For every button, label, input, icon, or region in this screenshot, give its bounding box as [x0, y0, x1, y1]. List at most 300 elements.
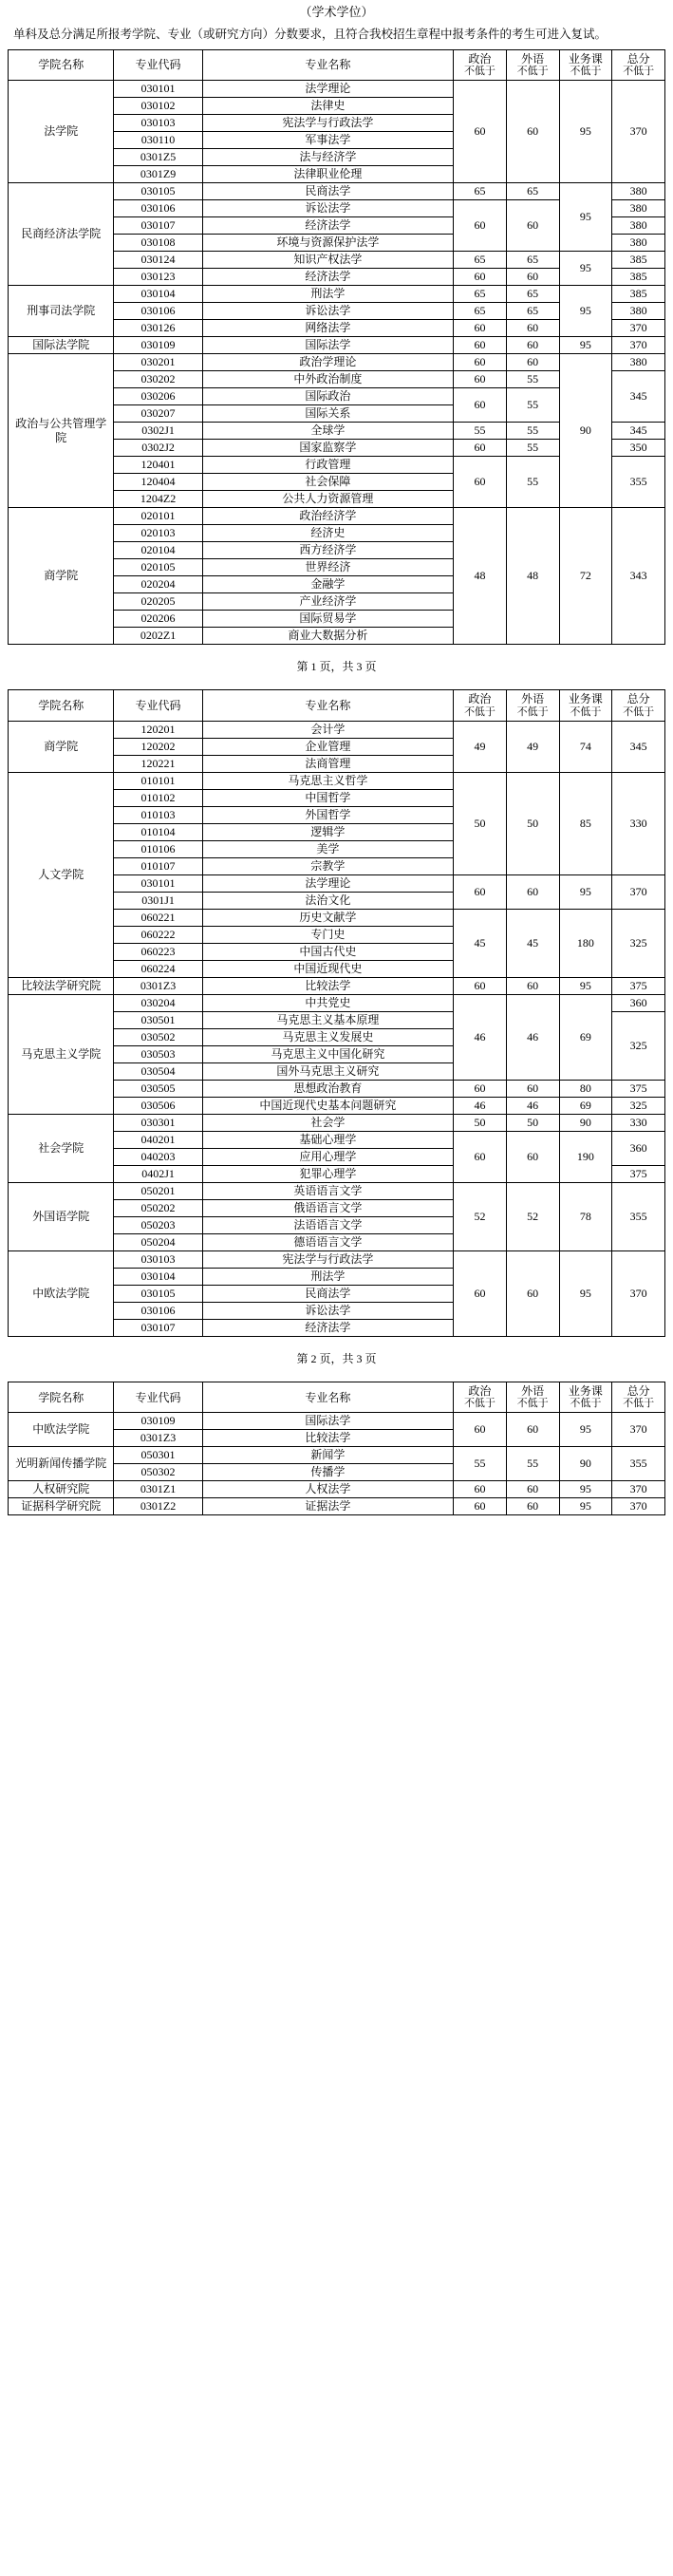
- politics-cell: 60: [454, 200, 507, 252]
- header-business-line2: 不低于: [570, 705, 602, 718]
- business-cell: 95: [559, 183, 612, 252]
- code-cell: 030101: [114, 81, 202, 98]
- business-cell: 95: [559, 1498, 612, 1515]
- total-cell: 330: [612, 772, 665, 874]
- total-cell: 325: [612, 1011, 665, 1080]
- business-cell: 95: [559, 1250, 612, 1336]
- major-cell: 经济法学: [202, 269, 453, 286]
- header-politics: [454, 1382, 507, 1413]
- header-major: 专业名称: [202, 690, 453, 722]
- code-cell: 030102: [114, 98, 202, 115]
- code-cell: 0302J2: [114, 440, 202, 457]
- code-cell: 030123: [114, 269, 202, 286]
- page-3: [0, 1382, 673, 1516]
- table-row: [9, 1250, 665, 1268]
- foreign-cell: 55: [506, 423, 559, 440]
- code-cell: 060221: [114, 909, 202, 926]
- code-cell: 030103: [114, 1250, 202, 1268]
- table-row: [9, 1498, 665, 1515]
- code-cell: 010106: [114, 840, 202, 857]
- code-cell: 030301: [114, 1114, 202, 1131]
- foreign-cell: 60: [506, 200, 559, 252]
- score-table-page-2: [8, 689, 665, 1337]
- major-cell: 中国近现代史: [202, 960, 453, 977]
- table-row: [9, 1114, 665, 1131]
- total-cell: 370: [612, 874, 665, 909]
- header-total: [612, 1382, 665, 1413]
- code-cell: 0302J1: [114, 423, 202, 440]
- politics-cell: 60: [454, 1080, 507, 1097]
- major-cell: 中共党史: [202, 994, 453, 1011]
- code-cell: 030202: [114, 371, 202, 388]
- politics-cell: 50: [454, 772, 507, 874]
- major-cell: 国家监察学: [202, 440, 453, 457]
- code-cell: 050302: [114, 1464, 202, 1481]
- business-cell: 78: [559, 1182, 612, 1250]
- code-cell: 0301J1: [114, 892, 202, 909]
- major-cell: 专门史: [202, 926, 453, 943]
- score-table-page-3: [8, 1382, 665, 1516]
- major-cell: 法律职业伦理: [202, 166, 453, 183]
- business-cell: 95: [559, 1481, 612, 1498]
- foreign-cell: 48: [506, 508, 559, 645]
- politics-cell: 65: [454, 303, 507, 320]
- header-total: [612, 49, 665, 81]
- header-code: 专业代码: [114, 1382, 202, 1413]
- total-cell: 370: [612, 1250, 665, 1336]
- major-cell: 思想政治教育: [202, 1080, 453, 1097]
- table-header-row: [9, 1382, 665, 1413]
- politics-cell: 49: [454, 721, 507, 772]
- foreign-cell: 60: [506, 1080, 559, 1097]
- business-cell: 190: [559, 1131, 612, 1182]
- foreign-cell: 60: [506, 1413, 559, 1447]
- code-cell: 0402J1: [114, 1165, 202, 1182]
- page-1-footer: 第 1 页，共 3 页: [296, 660, 377, 674]
- code-cell: 030124: [114, 252, 202, 269]
- code-cell: 030506: [114, 1097, 202, 1114]
- foreign-cell: 60: [506, 1131, 559, 1182]
- table-row: [9, 977, 665, 994]
- code-cell: 030207: [114, 405, 202, 423]
- code-cell: 050204: [114, 1233, 202, 1250]
- foreign-cell: 60: [506, 977, 559, 994]
- code-cell: 030107: [114, 1319, 202, 1336]
- politics-cell: 60: [454, 354, 507, 371]
- code-cell: 030503: [114, 1045, 202, 1062]
- code-cell: 030109: [114, 1413, 202, 1430]
- foreign-cell: 55: [506, 457, 559, 508]
- code-cell: 120404: [114, 474, 202, 491]
- major-cell: 诉讼法学: [202, 1302, 453, 1319]
- header-business: [559, 49, 612, 81]
- major-cell: 诉讼法学: [202, 200, 453, 217]
- header-foreign-line1: 外语: [521, 1383, 545, 1398]
- business-cell: 90: [559, 1447, 612, 1481]
- foreign-cell: 50: [506, 772, 559, 874]
- politics-cell: 60: [454, 81, 507, 183]
- major-cell: 国际政治: [202, 388, 453, 405]
- major-cell: 行政管理: [202, 457, 453, 474]
- major-cell: 宪法学与行政法学: [202, 115, 453, 132]
- business-cell: 85: [559, 772, 612, 874]
- header-business: [559, 1382, 612, 1413]
- foreign-cell: 65: [506, 252, 559, 269]
- politics-cell: 60: [454, 371, 507, 388]
- code-cell: 030108: [114, 235, 202, 252]
- total-cell: 350: [612, 440, 665, 457]
- major-cell: 民商法学: [202, 1285, 453, 1302]
- major-cell: 法律史: [202, 98, 453, 115]
- major-cell: 经济史: [202, 525, 453, 542]
- business-cell: 72: [559, 508, 612, 645]
- foreign-cell: 65: [506, 303, 559, 320]
- total-cell: 343: [612, 508, 665, 645]
- foreign-cell: 60: [506, 81, 559, 183]
- major-cell: 刑法学: [202, 1268, 453, 1285]
- major-cell: 会计学: [202, 721, 453, 738]
- header-foreign-line2: 不低于: [516, 66, 549, 78]
- politics-cell: 60: [454, 977, 507, 994]
- politics-cell: 46: [454, 1097, 507, 1114]
- total-cell: 380: [612, 183, 665, 200]
- major-cell: 产业经济学: [202, 593, 453, 611]
- code-cell: 030501: [114, 1011, 202, 1028]
- major-cell: 公共人力资源管理: [202, 491, 453, 508]
- major-cell: 德语语言文学: [202, 1233, 453, 1250]
- code-cell: 010102: [114, 789, 202, 806]
- major-cell: 比较法学: [202, 1430, 453, 1447]
- business-cell: 180: [559, 909, 612, 977]
- page-2-footer: 第 2 页，共 3 页: [296, 1351, 377, 1365]
- foreign-cell: 65: [506, 183, 559, 200]
- major-cell: 国外马克思主义研究: [202, 1062, 453, 1080]
- business-cell: 95: [559, 977, 612, 994]
- total-cell: 370: [612, 1413, 665, 1447]
- code-cell: 030110: [114, 132, 202, 149]
- total-cell: 375: [612, 1080, 665, 1097]
- code-cell: 1204Z2: [114, 491, 202, 508]
- major-cell: 犯罪心理学: [202, 1165, 453, 1182]
- business-cell: 69: [559, 1097, 612, 1114]
- college-cell: 法学院: [9, 81, 114, 183]
- major-cell: 法学理论: [202, 81, 453, 98]
- foreign-cell: 60: [506, 269, 559, 286]
- college-cell: 证据科学研究院: [9, 1498, 114, 1515]
- politics-cell: 65: [454, 286, 507, 303]
- foreign-cell: 46: [506, 1097, 559, 1114]
- politics-cell: 46: [454, 994, 507, 1080]
- business-cell: 74: [559, 721, 612, 772]
- college-cell: 马克思主义学院: [9, 994, 114, 1114]
- major-cell: 全球学: [202, 423, 453, 440]
- total-cell: 370: [612, 81, 665, 183]
- code-cell: 010107: [114, 857, 202, 874]
- total-cell: 345: [612, 721, 665, 772]
- foreign-cell: 65: [506, 286, 559, 303]
- header-total-line1: 总分: [626, 51, 650, 66]
- code-cell: 010101: [114, 772, 202, 789]
- college-cell: 中欧法学院: [9, 1250, 114, 1336]
- foreign-cell: 60: [506, 320, 559, 337]
- foreign-cell: 60: [506, 337, 559, 354]
- major-cell: 国际法学: [202, 337, 453, 354]
- college-cell: 光明新闻传播学院: [9, 1447, 114, 1481]
- code-cell: 020206: [114, 611, 202, 628]
- total-cell: 370: [612, 1498, 665, 1515]
- header-politics-line1: 政治: [468, 51, 492, 66]
- major-cell: 国际法学: [202, 1413, 453, 1430]
- code-cell: 030204: [114, 994, 202, 1011]
- college-cell: 国际法学院: [9, 337, 114, 354]
- code-cell: 030101: [114, 874, 202, 892]
- table-row: [9, 1413, 665, 1430]
- table-row: [9, 721, 665, 738]
- code-cell: 120221: [114, 755, 202, 772]
- header-code: 专业代码: [114, 690, 202, 722]
- header-business-line1: 业务课: [568, 692, 603, 706]
- major-cell: 法治文化: [202, 892, 453, 909]
- code-cell: 120401: [114, 457, 202, 474]
- total-cell: 355: [612, 1447, 665, 1481]
- header-foreign: [506, 690, 559, 722]
- politics-cell: 55: [454, 423, 507, 440]
- header-business-line1: 业务课: [568, 1383, 603, 1398]
- header-politics: [454, 49, 507, 81]
- header-total-line2: 不低于: [623, 66, 655, 78]
- politics-cell: 52: [454, 1182, 507, 1250]
- header-major: 专业名称: [202, 49, 453, 81]
- college-cell: 政治与公共管理学院: [9, 354, 114, 508]
- politics-cell: 60: [454, 440, 507, 457]
- table-row: [9, 1481, 665, 1498]
- major-cell: 企业管理: [202, 738, 453, 755]
- college-cell: 人文学院: [9, 772, 114, 977]
- major-cell: 中国古代史: [202, 943, 453, 960]
- business-cell: 95: [559, 286, 612, 337]
- foreign-cell: 46: [506, 994, 559, 1080]
- total-cell: 375: [612, 1165, 665, 1182]
- code-cell: 0301Z1: [114, 1481, 202, 1498]
- major-cell: 英语语言文学: [202, 1182, 453, 1199]
- business-cell: 95: [559, 1413, 612, 1447]
- table-row: [9, 508, 665, 525]
- code-cell: 020205: [114, 593, 202, 611]
- table-row: [9, 183, 665, 200]
- header-politics-line1: 政治: [468, 1383, 492, 1398]
- code-cell: 030103: [114, 115, 202, 132]
- major-cell: 诉讼法学: [202, 303, 453, 320]
- major-cell: 法学理论: [202, 874, 453, 892]
- politics-cell: 60: [454, 1498, 507, 1515]
- table-row: [9, 994, 665, 1011]
- major-cell: 中国哲学: [202, 789, 453, 806]
- code-cell: 0202Z1: [114, 628, 202, 645]
- code-cell: 030104: [114, 286, 202, 303]
- foreign-cell: 60: [506, 354, 559, 371]
- page-2: [0, 689, 673, 1382]
- header-total: [612, 690, 665, 722]
- total-cell: 385: [612, 286, 665, 303]
- total-cell: 380: [612, 200, 665, 217]
- major-cell: 国际关系: [202, 405, 453, 423]
- politics-cell: 60: [454, 1131, 507, 1182]
- politics-cell: 60: [454, 1250, 507, 1336]
- header-total-line2: 不低于: [623, 705, 655, 718]
- foreign-cell: 60: [506, 1250, 559, 1336]
- business-cell: 80: [559, 1080, 612, 1097]
- major-cell: 美学: [202, 840, 453, 857]
- total-cell: 345: [612, 371, 665, 423]
- code-cell: 020204: [114, 576, 202, 593]
- politics-cell: 65: [454, 252, 507, 269]
- major-cell: 法语语言文学: [202, 1216, 453, 1233]
- major-cell: 网络法学: [202, 320, 453, 337]
- total-cell: 370: [612, 320, 665, 337]
- code-cell: 120202: [114, 738, 202, 755]
- college-cell: 刑事司法学院: [9, 286, 114, 337]
- foreign-cell: 45: [506, 909, 559, 977]
- foreign-cell: 55: [506, 440, 559, 457]
- total-cell: 380: [612, 217, 665, 235]
- business-cell: 95: [559, 874, 612, 909]
- major-cell: 传播学: [202, 1464, 453, 1481]
- college-cell: 商学院: [9, 721, 114, 772]
- header-foreign-line1: 外语: [521, 51, 545, 66]
- header-total-line2: 不低于: [623, 1398, 655, 1410]
- foreign-cell: 55: [506, 371, 559, 388]
- major-cell: 俄语语言文学: [202, 1199, 453, 1216]
- code-cell: 020105: [114, 559, 202, 576]
- header-business: [559, 690, 612, 722]
- code-cell: 030104: [114, 1268, 202, 1285]
- code-cell: 050202: [114, 1199, 202, 1216]
- politics-cell: 60: [454, 457, 507, 508]
- code-cell: 010103: [114, 806, 202, 823]
- total-cell: 380: [612, 354, 665, 371]
- college-cell: 中欧法学院: [9, 1413, 114, 1447]
- code-cell: 030106: [114, 200, 202, 217]
- total-cell: 370: [612, 337, 665, 354]
- code-cell: 030107: [114, 217, 202, 235]
- major-cell: 证据法学: [202, 1498, 453, 1515]
- header-major: 专业名称: [202, 1382, 453, 1413]
- header-politics-line2: 不低于: [463, 66, 495, 78]
- politics-cell: 45: [454, 909, 507, 977]
- code-cell: 0301Z9: [114, 166, 202, 183]
- header-politics-line2: 不低于: [463, 705, 495, 718]
- major-cell: 宪法学与行政法学: [202, 1250, 453, 1268]
- major-cell: 环境与资源保护法学: [202, 235, 453, 252]
- total-cell: 360: [612, 994, 665, 1011]
- major-cell: 知识产权法学: [202, 252, 453, 269]
- business-cell: 90: [559, 354, 612, 508]
- major-cell: 比较法学: [202, 977, 453, 994]
- score-table-page-1: [8, 49, 665, 646]
- major-cell: 法与经济学: [202, 149, 453, 166]
- major-cell: 历史文献学: [202, 909, 453, 926]
- header-college: 学院名称: [9, 1382, 114, 1413]
- code-cell: 060224: [114, 960, 202, 977]
- major-cell: 中外政治制度: [202, 371, 453, 388]
- major-cell: 西方经济学: [202, 542, 453, 559]
- table-row: [9, 1182, 665, 1199]
- total-cell: 360: [612, 1131, 665, 1165]
- foreign-cell: 55: [506, 388, 559, 423]
- header-code: 专业代码: [114, 49, 202, 81]
- major-cell: 逻辑学: [202, 823, 453, 840]
- total-cell: 355: [612, 1182, 665, 1250]
- total-cell: 325: [612, 1097, 665, 1114]
- major-cell: 政治经济学: [202, 508, 453, 525]
- major-cell: 人权法学: [202, 1481, 453, 1498]
- table-row: [9, 286, 665, 303]
- code-cell: 0301Z3: [114, 1430, 202, 1447]
- business-cell: 95: [559, 81, 612, 183]
- table-header-row: [9, 49, 665, 81]
- code-cell: 0301Z5: [114, 149, 202, 166]
- business-cell: 95: [559, 252, 612, 286]
- politics-cell: 48: [454, 508, 507, 645]
- header-college: 学院名称: [9, 690, 114, 722]
- major-cell: 马克思主义哲学: [202, 772, 453, 789]
- politics-cell: 60: [454, 337, 507, 354]
- politics-cell: 60: [454, 874, 507, 909]
- code-cell: 010104: [114, 823, 202, 840]
- major-cell: 社会学: [202, 1114, 453, 1131]
- code-cell: 030504: [114, 1062, 202, 1080]
- code-cell: 0301Z3: [114, 977, 202, 994]
- total-cell: 380: [612, 303, 665, 320]
- politics-cell: 55: [454, 1447, 507, 1481]
- politics-cell: 60: [454, 388, 507, 423]
- foreign-cell: 52: [506, 1182, 559, 1250]
- header-foreign: [506, 49, 559, 81]
- header-total-line1: 总分: [626, 692, 650, 706]
- foreign-cell: 49: [506, 721, 559, 772]
- code-cell: 0301Z2: [114, 1498, 202, 1515]
- code-cell: 060223: [114, 943, 202, 960]
- business-cell: 90: [559, 1114, 612, 1131]
- total-cell: 385: [612, 252, 665, 269]
- major-cell: 经济法学: [202, 217, 453, 235]
- code-cell: 030106: [114, 1302, 202, 1319]
- total-cell: 355: [612, 457, 665, 508]
- business-cell: 95: [559, 337, 612, 354]
- major-cell: 法商管理: [202, 755, 453, 772]
- major-cell: 军事法学: [202, 132, 453, 149]
- major-cell: 金融学: [202, 576, 453, 593]
- code-cell: 050203: [114, 1216, 202, 1233]
- major-cell: 马克思主义基本原理: [202, 1011, 453, 1028]
- politics-cell: 50: [454, 1114, 507, 1131]
- code-cell: 030206: [114, 388, 202, 405]
- header-business-line2: 不低于: [570, 1398, 602, 1410]
- college-cell: 商学院: [9, 508, 114, 645]
- code-cell: 050201: [114, 1182, 202, 1199]
- major-cell: 马克思主义中国化研究: [202, 1045, 453, 1062]
- business-cell: 69: [559, 994, 612, 1080]
- major-cell: 国际贸易学: [202, 611, 453, 628]
- table-row: [9, 354, 665, 371]
- table-row: [9, 81, 665, 98]
- code-cell: 020101: [114, 508, 202, 525]
- table-row: [9, 772, 665, 789]
- code-cell: 030109: [114, 337, 202, 354]
- total-cell: 380: [612, 235, 665, 252]
- total-cell: 370: [612, 1481, 665, 1498]
- table-row: [9, 1447, 665, 1464]
